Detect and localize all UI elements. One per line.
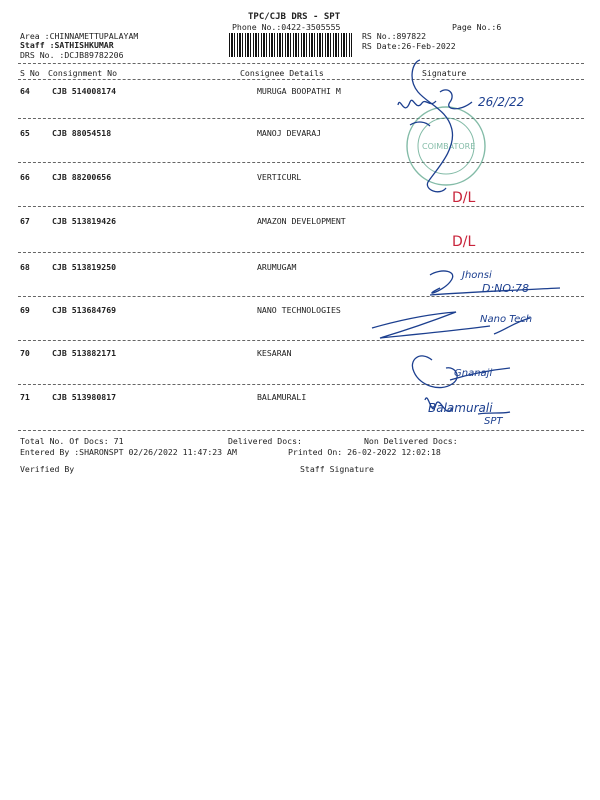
row-sno: 71 (20, 392, 30, 402)
row-consignment: CJB 513819250 (52, 262, 117, 272)
signature-extra-71: SPT (484, 416, 503, 427)
col-consignment: Consignment No (48, 68, 118, 78)
col-sno: S No (20, 68, 40, 78)
phone-number: Phone No.:0422-3505555 (232, 22, 341, 32)
total-docs: Total No. Of Docs: 71 (20, 436, 124, 446)
row-consignment: CJB 513882171 (52, 348, 117, 358)
row-consignee: MURUGA BOOPATHI M (257, 86, 341, 96)
row-sno: 69 (20, 305, 30, 315)
row-sno: 70 (20, 348, 30, 358)
delivered-docs: Delivered Docs: (228, 436, 302, 446)
row-consignment: CJB 513684769 (52, 305, 117, 315)
row-consignee: VERTICURL (257, 172, 302, 182)
dl-mark-66: D/L (452, 190, 476, 206)
row-consignee: KESARAN (257, 348, 292, 358)
rs-date: RS Date:26-Feb-2022 (362, 41, 456, 51)
signature-row-64 (398, 60, 472, 192)
col-signature: Signature (422, 68, 467, 78)
row-consignee: NANO TECHNOLOGIES (257, 305, 341, 315)
area-label: Area :CHINNAMETTUPALAYAM (20, 31, 139, 41)
signature-name-68: Jhonsi (462, 270, 492, 281)
staff-signature: Staff Signature (300, 464, 374, 474)
signature-note-68: D:NO:78 (482, 282, 529, 295)
row-consignee: ARUMUGAM (257, 262, 297, 272)
printed-on: Printed On: 26-02-2022 12:02:18 (288, 447, 441, 457)
drs-number: DRS No. :DCJB89782206 (20, 50, 124, 60)
row-consignment: CJB 513819426 (52, 216, 117, 226)
row-sno: 67 (20, 216, 30, 226)
row-consignment: CJB 514008174 (52, 86, 117, 96)
page-number: Page No.:6 (452, 22, 502, 32)
row-consignment: CJB 513980817 (52, 392, 117, 402)
coimbatore-stamp (407, 107, 485, 185)
row-consignee: BALAMURALI (257, 392, 307, 402)
entered-by: Entered By :SHARONSPT 02/26/2022 11:47:23 AM (20, 447, 237, 457)
row-sno: 66 (20, 172, 30, 182)
row-consignee: MANOJ DEVARAJ (257, 128, 322, 138)
verified-by: Verified By (20, 464, 75, 474)
rs-number: RS No.:897822 (362, 31, 427, 41)
signature-name-70: Gnanaji (454, 368, 493, 379)
staff-label: Staff :SATHISHKUMAR (20, 40, 114, 50)
signature-date-64: 26/2/22 (478, 95, 525, 109)
signature-name-71: Balamurali (428, 401, 493, 415)
row-consignee: AMAZON DEVELOPMENT (257, 216, 346, 226)
row-consignment: CJB 88200656 (52, 172, 112, 182)
row-consignment: CJB 88054518 (52, 128, 112, 138)
row-sno: 68 (20, 262, 30, 272)
col-consignee: Consignee Details (240, 68, 324, 78)
row-sno: 65 (20, 128, 30, 138)
row-sno: 64 (20, 86, 30, 96)
signature-name-69: Nano Tech (480, 314, 533, 325)
dl-mark-67: D/L (452, 234, 476, 250)
document-title: TPC/CJB DRS - SPT (248, 12, 341, 22)
stamp-text: COIMBATORE (422, 142, 476, 151)
non-delivered-docs: Non Delivered Docs: (364, 436, 458, 446)
